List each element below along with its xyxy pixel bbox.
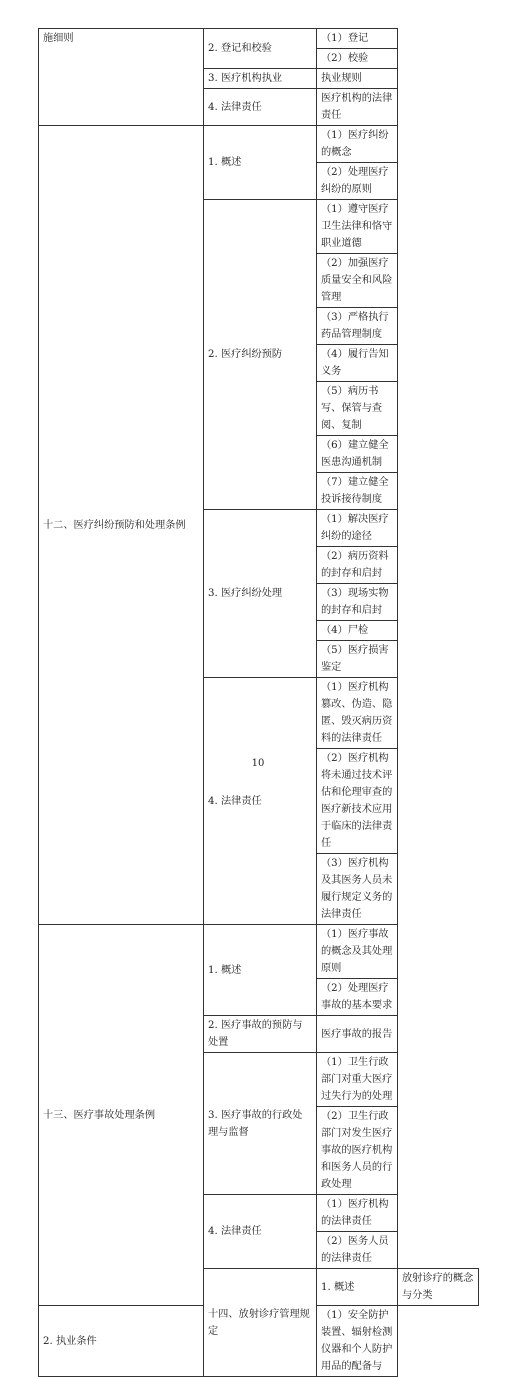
item-cell: 放射诊疗的概念与分类 [398, 1269, 479, 1306]
item-cell: （2）医疗机构将未通过技术评估和伦理审查的医疗新技术应用于临床的法律责任 [317, 749, 398, 854]
item-cell: （1）登记 [317, 29, 398, 49]
subunit-cell: 2. 登记和校验 [204, 29, 317, 69]
item-cell: （2）加强医疗质量安全和风险管理 [317, 254, 398, 308]
item-cell: （2）处理医疗事故的基本要求 [317, 979, 398, 1016]
subunit-cell: 3. 医疗机构执业 [204, 69, 317, 89]
item-cell: （1）医疗机构篡改、伪造、隐匿、毁灭病历资料的法律责任 [317, 678, 398, 749]
item-cell: （1）卫生行政部门对重大医疗过失行为的处理 [317, 1053, 398, 1107]
subunit-cell: 4. 法律责任 [204, 678, 317, 925]
unit-cell: 十三、医疗事故处理条例 [39, 925, 204, 1306]
item-cell: （3）严格执行药品管理制度 [317, 308, 398, 345]
item-cell: （1）遵守医疗卫生法律和恪守职业道德 [317, 200, 398, 254]
item-cell: （2）病历资料的封存和启封 [317, 547, 398, 584]
item-cell: 医疗机构的法律责任 [317, 89, 398, 126]
item-cell: （1）医疗纠纷的概念 [317, 126, 398, 163]
subunit-cell: 2. 医疗事故的预防与处置 [204, 1016, 317, 1053]
unit-cell: 十四、放射诊疗管理规定 [204, 1269, 317, 1377]
item-cell: 执业规则 [317, 69, 398, 89]
subunit-cell: 2. 医疗纠纷预防 [204, 200, 317, 510]
subunit-cell: 1. 概述 [204, 925, 317, 1016]
item-cell: （1）安全防护装置、辐射检测仪器和个人防护用品的配备与 [317, 1306, 398, 1377]
item-cell: （5）医疗损害鉴定 [317, 641, 398, 678]
unit-cell: 施细则 [39, 29, 204, 126]
item-cell: （1）医疗事故的概念及其处理原则 [317, 925, 398, 979]
subunit-cell: 3. 医疗纠纷处理 [204, 510, 317, 678]
subunit-cell: 1. 概述 [317, 1269, 398, 1306]
item-cell: （3）医疗机构及其医务人员未履行规定义务的法律责任 [317, 854, 398, 925]
item-cell: （4）尸检 [317, 621, 398, 641]
item-cell: （5）病历书写、保管与查阅、复制 [317, 382, 398, 436]
item-cell: （2）卫生行政部门对发生医疗事故的医疗机构和医务人员的行政处理 [317, 1107, 398, 1195]
item-cell: （4）履行告知义务 [317, 345, 398, 382]
item-cell: （3）现场实物的封存和启封 [317, 584, 398, 621]
item-cell: （2）医务人员的法律责任 [317, 1232, 398, 1269]
item-cell: 医疗事故的报告 [317, 1016, 398, 1053]
item-cell: （7）建立健全投诉接待制度 [317, 473, 398, 510]
item-cell: （6）建立健全医患沟通机制 [317, 436, 398, 473]
subunit-cell: 4. 法律责任 [204, 89, 317, 126]
item-cell: （2）校验 [317, 49, 398, 69]
subunit-cell: 3. 医疗事故的行政处理与监督 [204, 1053, 317, 1195]
syllabus-table [38, 28, 479, 1377]
item-cell: （1）医疗机构的法律责任 [317, 1195, 398, 1232]
item-cell: （1）解决医疗纠纷的途径 [317, 510, 398, 547]
item-cell: （2）处理医疗纠纷的原则 [317, 163, 398, 200]
subunit-cell: 2. 执业条件 [39, 1306, 204, 1377]
page-number: 10 [251, 758, 265, 769]
unit-cell: 十二、医疗纠纷预防和处理条例 [39, 126, 204, 925]
subunit-cell: 1. 概述 [204, 126, 317, 200]
subunit-cell: 4. 法律责任 [204, 1195, 317, 1269]
